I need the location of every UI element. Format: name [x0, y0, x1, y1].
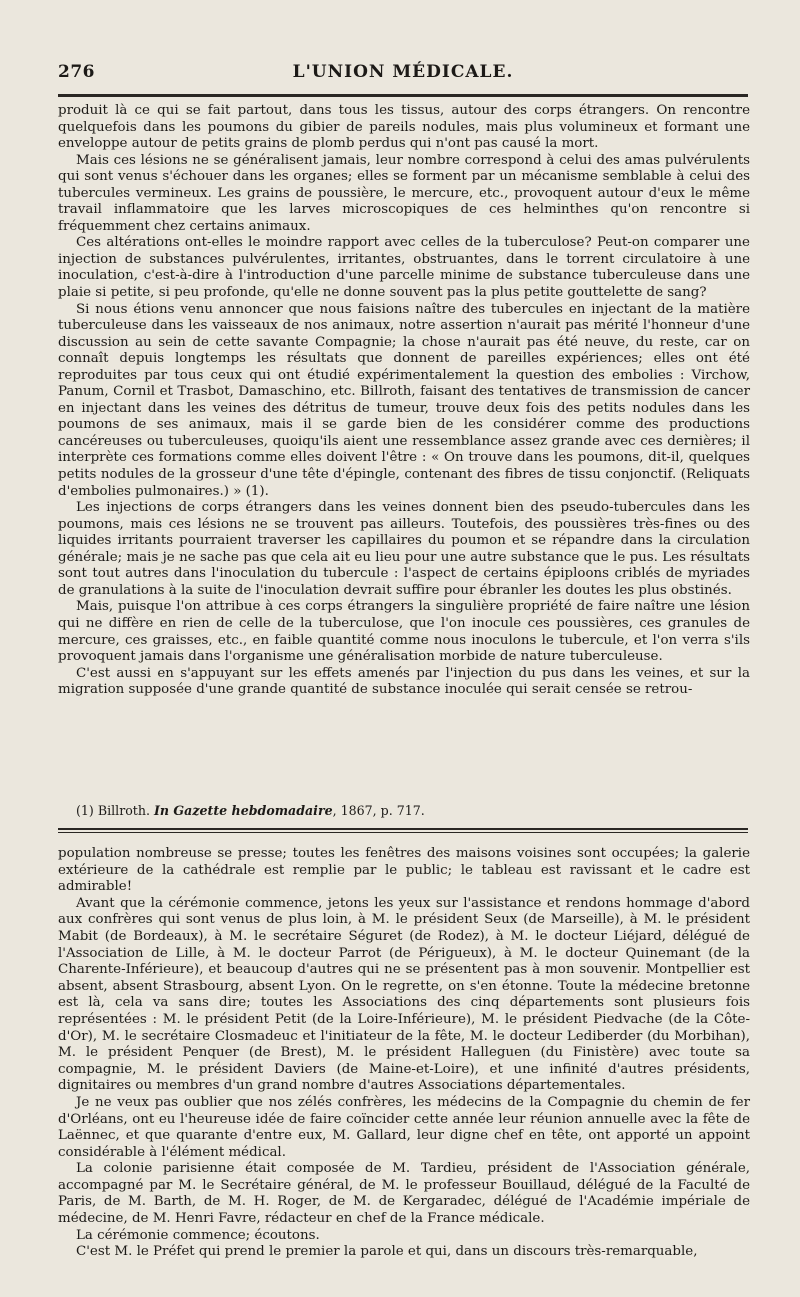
paragraph: Ces altérations ont-elles le moindre rapport avec celles de la tuberculose? Peut-on comparer une injection de substances pulvérulentes, irritantes, obstruantes, dans le torrent circulatoire à une inoculation, c'est-à-dire à l'introduction d'une parcelle minime de substance tuberculeuse dans une plaie si petite, si peu profonde, qu'elle ne donne souvent pas la plus petite gouttelette de sang? — [58, 235, 750, 301]
paragraph: Mais, puisque l'on attribue à ces corps étrangers la singulière propriété de faire naître une lésion qui ne diffère en rien de celle de la tuberculose, que l'on inocule ces poussières, ces granules de mercure, ces graisses, etc., en faible quantité comme nous inoculons le tubercule, et l'on verra s'ils provoquent jamais dans l'organisme une généralisation morbide de nature tuberculeuse. — [58, 599, 750, 665]
paragraph: La cérémonie commence; écoutons. — [76, 1227, 320, 1243]
paragraph: La colonie parisienne était composée de M. Tardieu, président de l'Association générale, accompagné par M. le Secrétaire général, de M. le professeur Bouillaud, délégué de la Faculté de Paris, de M. Barth, de M. H. Roger, de M. de Kergaradec, délégué de l'Académie impériale de médecine, de M. Henri Favre, rédacteur en chef de la France médicale. — [58, 1161, 750, 1227]
feuilleton-separator — [58, 828, 748, 833]
paragraph: Avant que la cérémonie commence, jetons les yeux sur l'assistance et rendons hommage d'abord aux confrères qui sont venus de plus loin, à M. le président Seux (de Marseille), à M. le président Mabit (de Bordeaux), à M. le secrétaire Séguret (de Rodez), à M. le docteur Liéjard, délégué de l'Association de Lille, à M. le docteur Parrot (de Périgueux), à M. le docteur Quinemant (de la Charente-Inférieure), et beaucoup d'autres qui ne se présentent pas à mon souvenir. Montpellier est absent, absent Strasbourg, absent Lyon. On le regrette, on s'en étonne. Toute la médecine bretonne est là, cela va sans dire; toutes les Associations des cinq départements sont plusieurs fois représentées : M. le président Petit (de la Loire-Inférieure), M. le président Piedvache (de la Côte-d'Or), M. le secrétaire Closmadeuc et l'initiateur de la fête, M. le docteur Lediberder (du Morbihan), M. le président Penquer (de Brest), M. le président Halleguen (du Finistère) avec toute sa compagnie, M. le président Daviers (de Maine-et-Loire), et une infinité d'autres présidents, dignitaires ou membres d'un grand nombre d'autres Associations départementales. — [58, 895, 750, 1094]
paragraph: Je ne veux pas oublier que nos zélés confrères, les médecins de la Compagnie du chemin de fer d'Orléans, ont eu l'heureuse idée de faire coïncider cette année leur réunion annuelle avec la fête de Laënnec, et que quarante d'entre eux, M. Gallard, leur digne chef en tête, ont apporté un appoint considérable à l'élément médical. — [58, 1094, 750, 1160]
paragraph: Les injections de corps étrangers dans les veines donnent bien des pseudo-tubercules dans les poumons, mais ces lésions ne se trouvent pas ailleurs. Toutefois, des poussières très-fines ou des liquides irritants pourraient traverser les capillaires du poumon et se répandre dans la circulation générale; mais je ne sache pas que cela ait eu lieu pour une autre substance que le pus. Les résultats sont tout autres dans l'inoculation du tubercule : l'aspect de certains épiploons criblés de myriades de granulations à la suite de l'inoculation devrait suffire pour ébranler les doutes les plus obstinés. — [58, 500, 750, 598]
page-header — [58, 58, 748, 88]
footnote-author: Billroth. — [97, 803, 150, 818]
page-number: 276 — [58, 62, 95, 82]
paragraph: population nombreuse se presse; toutes les fenêtres des maisons voisines sont occupées; la galerie extérieure de la cathédrale est remplie par le public; le tableau est ravissant et le cadre est admirable! — [58, 846, 750, 895]
paragraph: C'est aussi en s'appuyant sur les effets amenés par l'injection du pus dans les veines, et sur la migration supposée d'une grande quantité de substance inoculée qui serait censée se retrou- — [58, 665, 750, 698]
feuilleton-text — [58, 846, 750, 1261]
journal-title: L'UNION MÉDICALE. — [292, 62, 514, 82]
paragraph: C'est M. le Préfet qui prend le premier la parole et qui, dans un discours très-remarquable, — [76, 1244, 698, 1260]
footnote-citation: , 1867, p. 717. — [332, 803, 425, 818]
footnote-number: (1) — [76, 803, 94, 818]
article-text-upper — [58, 103, 750, 699]
paragraph: Mais ces lésions ne se généralisent jamais, leur nombre correspond à celui des amas pulvérulents qui sont venus s'échouer dans les organes; elles se forment par un mécanisme semblable à celui des tubercules vermineux. Les grains de poussière, le mercure, etc., provoquent autour d'eux le même travail inflammatoire que les larves microscopiques de ces helminthes qu'on rencontre si fréquemment chez certains animaux. — [58, 152, 750, 234]
paragraph: Si nous étions venu annoncer que nous faisions naître des tubercules en injectant de la matière tuberculeuse dans les vaisseaux de nos animaux, notre assertion n'aurait pas mérité l'honneur d'une discussion au sein de cette savante Compagnie; la chose n'aurait pas été neuve, du reste, car on connaît depuis longtemps les résultats que donnent de pareilles expériences; elles ont été reproduites par tous ceux qui ont étudié expérimentalement la question des embolies : Virchow, Panum, Cornil et Trasbot, Damaschino, etc. Billroth, faisant des tentatives de transmission de cancer en injectant dans les veines des détritus de tumeur, trouve deux fois des petits nodules dans les poumons de ses animaux, mais il se garde bien de les considérer comme des productions cancéreuses ou tuberculeuses, quoiqu'ils aient une ressemblance assez grande avec ces dernières; il interprète ces formations comme elles doivent l'être : « On trouve dans les poumons, dit-il, quelques petits nodules de la grosseur d'une tête d'épingle, contenant des fibres de tissu conjonctif. (Reliquats d'embolies pulmonaires.) » (1). — [58, 301, 750, 499]
footnote — [58, 803, 748, 819]
header-rule — [58, 94, 748, 97]
paragraph: produit là ce qui se fait partout, dans tous les tissus, autour des corps étrangers. On rencontre quelquefois dans les poumons du gibier de pareils nodules, mais plus volumineux et formant une enveloppe autour de petits grains de plomb perdus qui n'ont pas causé la mort. — [58, 103, 750, 152]
footnote-source: In Gazette hebdomadaire — [154, 803, 333, 818]
